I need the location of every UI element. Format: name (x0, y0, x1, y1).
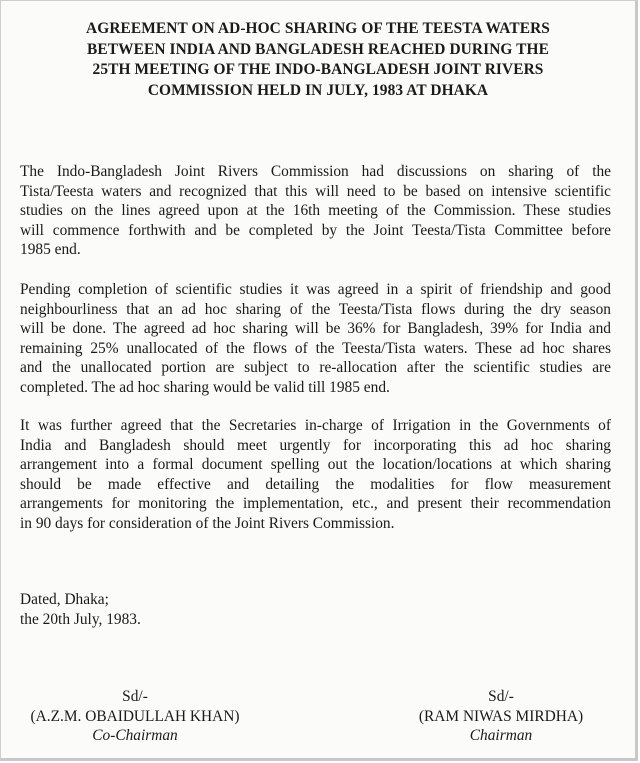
paragraph-line: will commence forthwith and be completed by the Joint Teesta/Tista Committee before (20, 221, 611, 239)
paragraph-line: studies on the lines agreed upon at the 16th meeting of the Commission. These studies (20, 202, 611, 219)
paragraph-line: arrangements for monitoring the implementation, etc., and present their recommendation (20, 495, 611, 512)
paragraph-line: arrangement into a formal document spelling out the location/locations at which sharing (20, 456, 611, 473)
paragraph-line: should be made effective and detailing the modalities for flow measurement (20, 475, 611, 493)
document-title (21, 19, 615, 101)
paragraph-discussions (20, 162, 611, 260)
signature-sd: Sd/- (122, 688, 148, 705)
dated-place: Dated, Dhaka; (20, 591, 109, 608)
signatory-role: Chairman (469, 727, 533, 744)
paragraph-line: India and Bangladesh should meet urgently for incorporating this ad hoc sharing (20, 436, 611, 454)
signatory-name: (A.Z.M. OBAIDULLAH KHAN) (30, 707, 240, 725)
paragraph-line: 1985 end. (20, 241, 81, 258)
title-line: 25TH MEETING OF THE INDO-BANGLADESH JOINT RIVERS (92, 61, 544, 78)
paragraph-line: and the unallocated portion are subject to re-allocation after the scientific studies are (20, 359, 611, 376)
signature-chairman (409, 687, 593, 746)
paragraph-line: in 90 days for consideration of the Joint Rivers Commission. (20, 514, 395, 532)
paragraph-line: remaining 25% unallocated of the flows of the Teesta/Tista waters. These ad hoc shares (20, 339, 611, 357)
paragraph-line: It was further agreed that the Secretaries in-charge of Irrigation in the Governments of (20, 417, 611, 434)
paragraph-line: Pending completion of scientific studies it was agreed in a spirit of friendship and good (20, 281, 611, 298)
title-line: BETWEEN INDIA AND BANGLADESH REACHED DURING THE (87, 40, 549, 58)
paragraph-secretaries (20, 416, 611, 533)
signature-co-chairman (15, 687, 255, 746)
paragraph-line: neighbourliness that an ad hoc sharing of the Teesta/Tista flows during the dry season (20, 300, 611, 318)
title-line: COMMISSION HELD IN JULY, 1983 AT DHAKA (147, 81, 489, 99)
paragraph-line: will be done. The agreed ad hoc sharing will be 36% for Bangladesh, 39% for India and (20, 320, 611, 337)
title-line: AGREEMENT ON AD-HOC SHARING OF THE TEESTA WATERS (86, 20, 550, 37)
signatory-name: (RAM NIWAS MIRDHA) (418, 707, 584, 725)
signatory-role: Co-Chairman (92, 727, 178, 744)
paragraph-line: Tista/Teesta waters and recognized that this will need to be based on intensive scientific (20, 182, 611, 200)
paragraph-line: The Indo-Bangladesh Joint Rivers Commission had discussions on sharing of the (20, 163, 611, 180)
dated-block (20, 590, 141, 629)
signature-sd: Sd/- (488, 688, 514, 705)
paragraph-line: completed. The ad hoc sharing would be valid till 1985 end. (20, 378, 390, 396)
dated-date: the 20th July, 1983. (20, 610, 141, 628)
paragraph-sharing-terms (20, 280, 611, 397)
